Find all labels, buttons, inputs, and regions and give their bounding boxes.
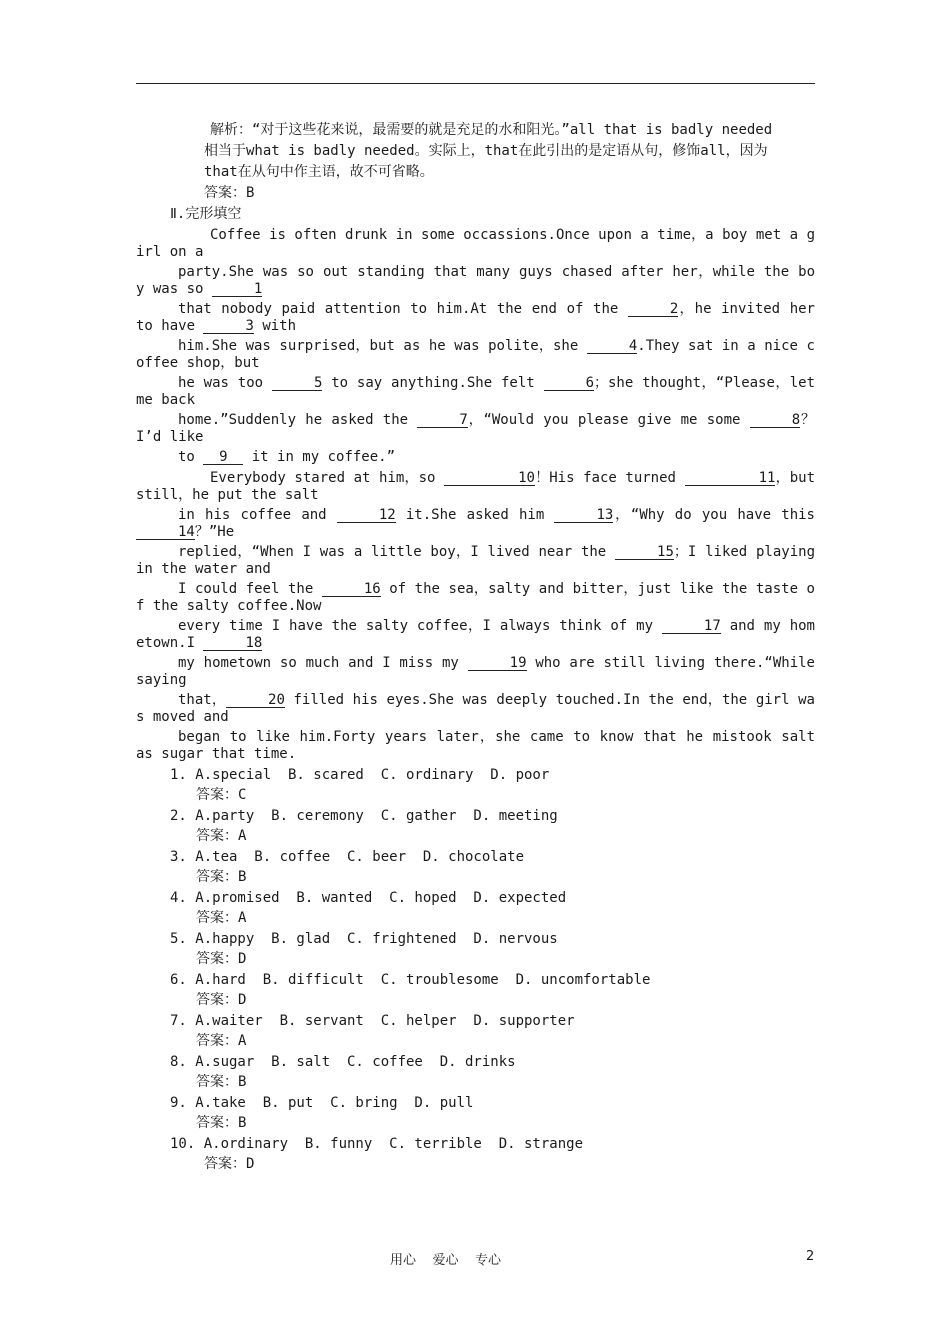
analysis-line: 相当于what is badly needed。实际上，that在此引出的是定语从句，修饰all，因为 xyxy=(204,143,768,159)
question-item xyxy=(136,806,815,847)
question-answer: 答案：D xyxy=(196,992,247,1008)
passage-line xyxy=(136,729,815,763)
passage-text: to xyxy=(178,449,195,465)
passage-text: .They sat in a nice xyxy=(637,338,798,354)
section-title: Ⅱ.完形填空 xyxy=(170,206,242,222)
passage-text: I could feel the xyxy=(178,581,314,597)
question-answer: 答案：A xyxy=(196,828,247,844)
passage-line xyxy=(136,301,815,335)
question-answer: 答案：A xyxy=(196,1033,247,1049)
blank-15[interactable]: 15 xyxy=(615,545,674,560)
passage-text: Coffee is often drunk in some occassions.Once upon a time，a boy met a xyxy=(210,227,799,243)
question-item xyxy=(136,929,815,970)
passage-text: girl on a xyxy=(136,227,815,260)
passage-text: to say anything.She felt xyxy=(331,375,535,391)
analysis-answer: 答案：B xyxy=(204,185,255,201)
passage-line xyxy=(136,692,815,726)
passage-text: Everybody stared at him，so xyxy=(210,470,436,486)
blank-10[interactable]: 10 xyxy=(444,471,535,486)
passage-text: my hometown so much and I miss my xyxy=(178,655,459,671)
analysis-text: needed xyxy=(721,122,773,138)
blank-12[interactable]: 12 xyxy=(337,508,396,523)
passage-line xyxy=(136,581,815,615)
passage-text: in the water and xyxy=(136,561,271,577)
blank-8[interactable]: 8 xyxy=(750,413,800,428)
passage-text: that， xyxy=(178,692,227,708)
passage-line xyxy=(136,449,815,467)
passage-text: with xyxy=(262,318,297,334)
passage-line xyxy=(136,338,815,372)
question-options: 8. A.sugar B. salt C. coffee D. drinks xyxy=(170,1054,516,1070)
question-item xyxy=(136,1052,815,1093)
passage-text: who are still living there.“While xyxy=(535,655,815,671)
header-rule xyxy=(136,83,815,84)
passage-text: him.She was surprised，but as he was polite，she xyxy=(178,338,579,354)
question-answer: 答案：D xyxy=(204,1156,255,1172)
passage-text: coffee shop，but xyxy=(136,338,815,371)
question-answer: 答案：B xyxy=(196,869,247,885)
passage-text: every time I have the salty coffee，I always think of my xyxy=(178,618,653,634)
passage-text: the salty coffee.Now xyxy=(152,598,322,614)
page-footer xyxy=(0,1249,950,1269)
analysis-text: 解析：“对于这些花来说，最需要的就是充足的水和阳光。”all that is badly xyxy=(210,122,714,138)
analysis-line: that在从句中作主语，故不可省略。 xyxy=(204,164,434,180)
passage-line xyxy=(136,507,815,541)
blank-20[interactable]: 20 xyxy=(226,693,285,708)
cloze-passage xyxy=(136,227,815,763)
question-options: 6. A.hard B. difficult C. troublesome D. uncomfortable xyxy=(170,972,651,988)
passage-line xyxy=(136,655,815,689)
blank-11[interactable]: 11 xyxy=(685,471,776,486)
passage-line xyxy=(136,412,815,446)
passage-text: ？”He xyxy=(194,524,235,540)
blank-2[interactable]: 2 xyxy=(628,302,678,317)
passage-text: home.”Suddenly he asked the xyxy=(178,412,409,428)
passage-text: I’d like xyxy=(136,429,204,445)
question-item xyxy=(136,765,815,806)
question-options: 5. A.happy B. glad C. frightened D. nervous xyxy=(170,931,558,947)
passage-text: ？ xyxy=(800,412,816,428)
question-options: 7. A.waiter B. servant C. helper D. supporter xyxy=(170,1013,575,1029)
question-options: 1. A.special B. scared C. ordinary D. poor xyxy=(170,767,550,783)
passage-text: was so xyxy=(152,281,204,297)
question-answer: 答案：B xyxy=(196,1074,247,1090)
passage-text: ，“Would you please give me some xyxy=(467,412,741,428)
passage-text: have xyxy=(161,318,196,334)
passage-text: replied，“When I was a little boy，I lived near the xyxy=(178,544,607,560)
passage-text: in his coffee and xyxy=(178,507,327,523)
blank-9[interactable]: 9 xyxy=(203,450,243,465)
passage-text: ，but still，he xyxy=(136,470,816,503)
blank-16[interactable]: 16 xyxy=(322,582,381,597)
passage-line xyxy=(136,618,815,652)
passage-text: he was too xyxy=(178,375,264,391)
question-options: 2. A.party B. ceremony C. gather D. meeting xyxy=(170,808,558,824)
question-options: 9. A.take B. put C. bring D. pull xyxy=(170,1095,474,1111)
question-answer: 答案：D xyxy=(196,951,247,967)
passage-text: as sugar that time. xyxy=(136,746,297,762)
passage-text: began to like him.Forty years later，she came to know that he mistook salt xyxy=(178,729,815,745)
blank-18[interactable]: 18 xyxy=(203,636,262,651)
blank-19[interactable]: 19 xyxy=(468,656,527,671)
question-item xyxy=(136,847,815,888)
blank-1[interactable]: 1 xyxy=(212,282,262,297)
passage-line xyxy=(136,264,815,298)
passage-text: filled his eyes.She was deeply touched.In the end，the girl was xyxy=(136,692,815,725)
blank-3[interactable]: 3 xyxy=(203,319,253,334)
blank-13[interactable]: 13 xyxy=(554,508,613,523)
passage-text: ！His face turned xyxy=(534,470,676,486)
question-list xyxy=(136,765,815,1175)
page-number: 2 xyxy=(806,1249,815,1264)
question-item xyxy=(136,1134,815,1175)
blank-5[interactable]: 5 xyxy=(272,376,322,391)
blank-4[interactable]: 4 xyxy=(587,339,637,354)
passage-text: ；she thought，“Please，let me xyxy=(136,375,816,408)
document-body xyxy=(136,122,815,1175)
passage-line xyxy=(136,470,815,504)
passage-text: ，“Why do you have this xyxy=(613,507,815,523)
passage-text: party.She was so out standing that many guys chased after her，while the boy xyxy=(136,264,815,297)
passage-text: put the salt xyxy=(217,487,319,503)
question-item xyxy=(136,1093,815,1134)
question-answer: 答案：C xyxy=(196,787,247,803)
passage-text: back xyxy=(161,392,196,408)
question-item xyxy=(136,1011,815,1052)
question-answer: 答案：A xyxy=(196,910,247,926)
blank-7[interactable]: 7 xyxy=(417,413,467,428)
question-answer: 答案：B xyxy=(196,1115,247,1131)
passage-line xyxy=(136,375,815,409)
question-item xyxy=(136,970,815,1011)
passage-text: it.She asked him xyxy=(405,507,545,523)
passage-text: ；I liked playing xyxy=(673,544,816,560)
question-options: 3. A.tea B. coffee C. beer D. chocolate xyxy=(170,849,525,865)
passage-line xyxy=(136,227,815,261)
passage-text: it in my coffee.” xyxy=(251,449,396,465)
passage-text: saying xyxy=(136,672,187,688)
footer-motto: 用心 爱心 专心 xyxy=(390,1253,502,1268)
analysis-block xyxy=(136,122,815,203)
passage-text: that nobody paid attention to him.At the end of the xyxy=(178,301,619,317)
blank-6[interactable]: 6 xyxy=(544,376,594,391)
analysis-line xyxy=(136,122,815,140)
passage-text: hometown.I xyxy=(136,618,815,651)
passage-text: moved and xyxy=(152,709,229,725)
passage-text: of the sea，salty and bitter，just like the taste of xyxy=(136,581,815,614)
passage-text: and my xyxy=(729,618,781,634)
blank-14[interactable]: 14 xyxy=(136,525,195,540)
passage-line xyxy=(136,544,815,578)
question-options: 4. A.promised B. wanted C. hoped D. expected xyxy=(170,890,567,906)
question-item xyxy=(136,888,815,929)
blank-17[interactable]: 17 xyxy=(662,619,721,634)
passage-text: ，he invited her to xyxy=(136,301,815,334)
question-options: 10. A.ordinary B. funny C. terrible D. strange xyxy=(170,1136,584,1152)
